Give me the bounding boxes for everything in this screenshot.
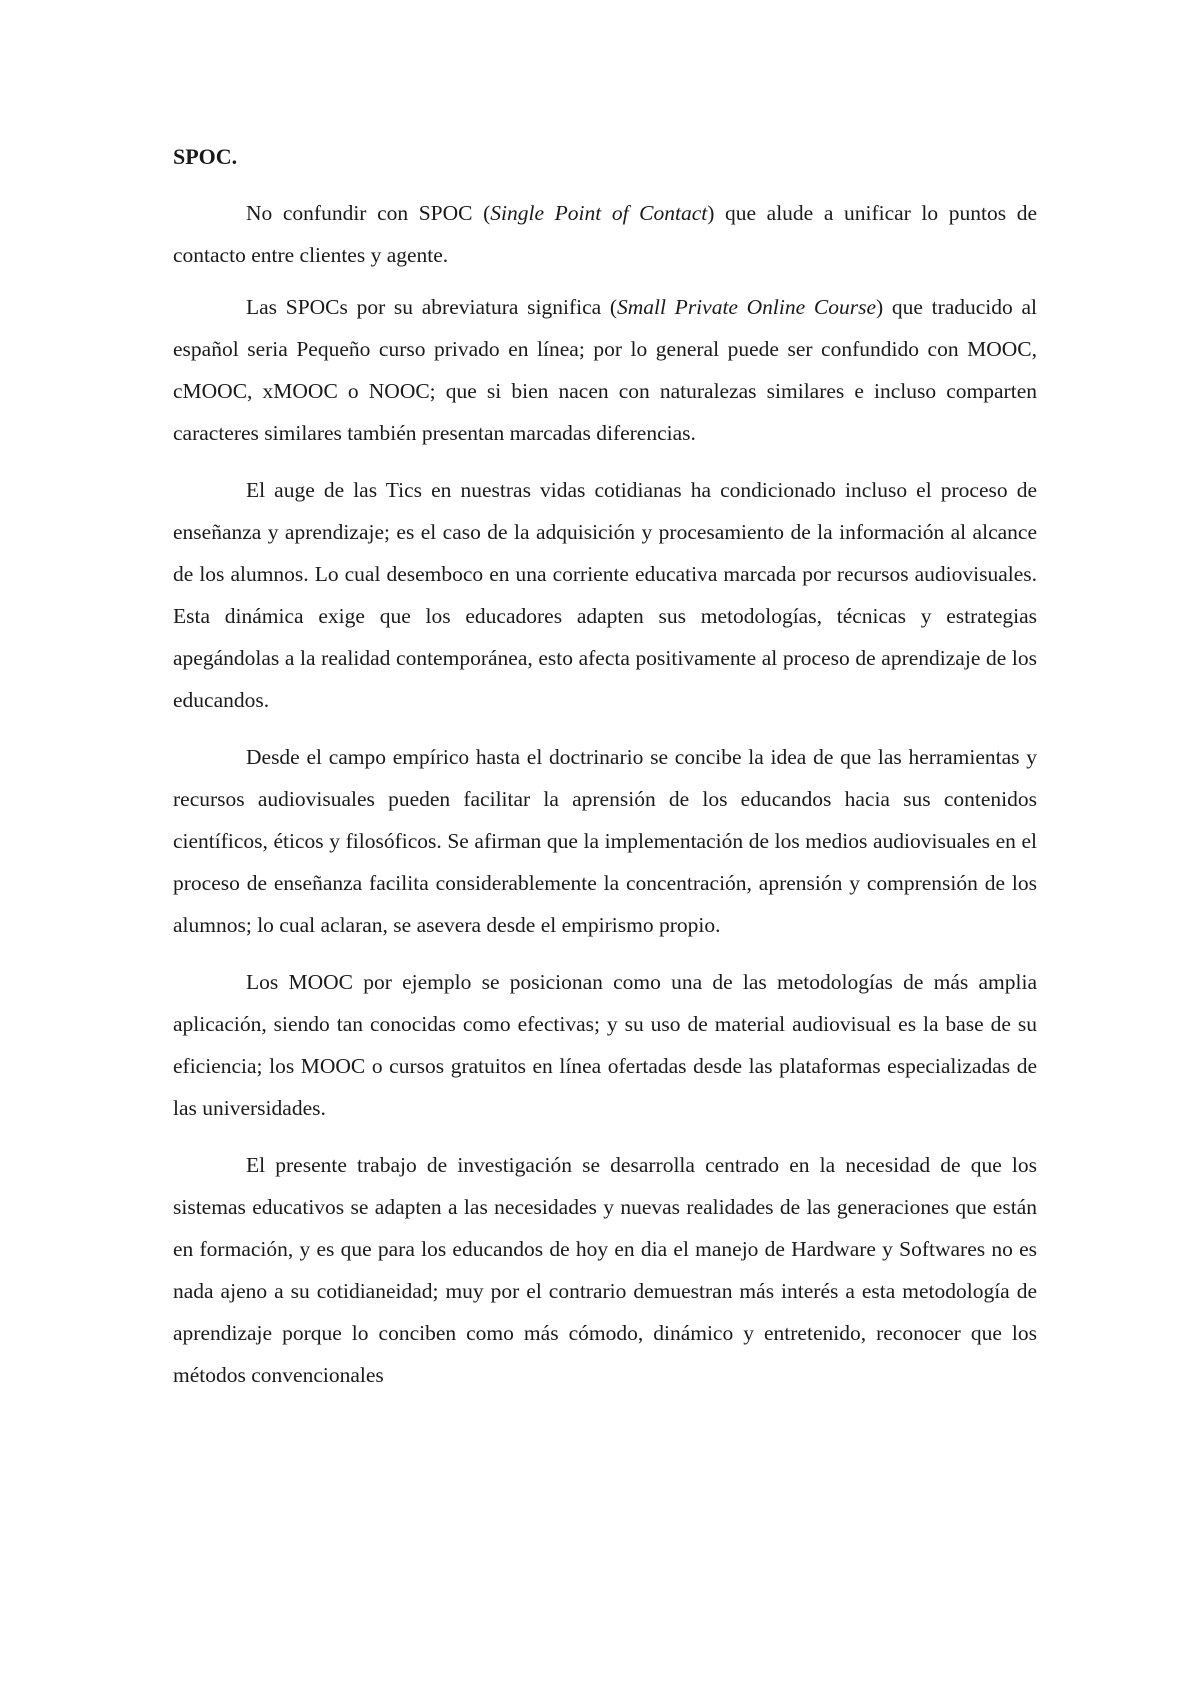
document-page [173,142,1037,1411]
italic-term: Small Private Online Course [617,295,876,319]
paragraph-empirico: Desde el campo empírico hasta el doctrinario se concibe la idea de que las herramientas y recursos audiovisuales pueden facilitar la aprensión de los educandos hacia sus contenidos científicos, éticos y filosóficos. Se afirman que la implementación de los medios audiovisuales en el proceso de enseñanza facilita considerablemente la concentración, aprensión y comprensión de los alumnos; lo cual aclaran, se asevera desde el empirismo propio. [173,745,1037,937]
italic-term: Single Point of Contact [490,201,708,225]
paragraph-text: ) que alude a unificar lo puntos de contacto entre clientes y agente. [173,201,1037,267]
section-heading: SPOC. [173,144,238,169]
paragraph-text: ) que traducido al español seria Pequeño curso privado en línea; por lo general puede ser confundido con MOOC, cMOOC, xMOOC o NOOC; que si bien nacen con naturalezas similares e incluso comparten caracteres similares también presentan marcadas diferencias. [173,295,1037,445]
paragraph-tics: El auge de las Tics en nuestras vidas cotidianas ha condicionado incluso el proceso de enseñanza y aprendizaje; es el caso de la adquisición y procesamiento de la información al alcance de los alumnos. Lo cual desemboco en una corriente educativa marcada por recursos audiovisuales. Esta dinámica exige que los educadores adapten sus metodologías, técnicas y estrategias apegándolas a la realidad contemporánea, esto afecta positivamente al proceso de aprendizaje de los educandos. [173,478,1037,712]
paragraph-spoc-definition [173,286,1037,454]
paragraph-spoc-contact [173,192,1037,276]
paragraph-mooc: Los MOOC por ejemplo se posicionan como una de las metodologías de más amplia aplicación, siendo tan conocidas como efectivas; y su uso de material audiovisual es la base de su eficiencia; los MOOC o cursos gratuitos en línea ofertadas desde las plataformas especializadas de las universidades. [173,970,1037,1120]
paragraph-text: Las SPOCs por su abreviatura significa ( [246,295,618,319]
paragraph-investigacion: El presente trabajo de investigación se desarrolla centrado en la necesidad de que los sistemas educativos se adapten a las necesidades y nuevas realidades de las generaciones que están en formación, y es que para los educandos de hoy en dia el manejo de Hardware y Softwares no es nada ajeno a su cotidianeidad; muy por el contrario demuestran más interés a esta metodología de aprendizaje porque lo conciben como más cómodo, dinámico y entretenido, reconocer que los métodos convencionales [173,1153,1037,1387]
paragraph-text: No confundir con SPOC ( [246,201,491,225]
